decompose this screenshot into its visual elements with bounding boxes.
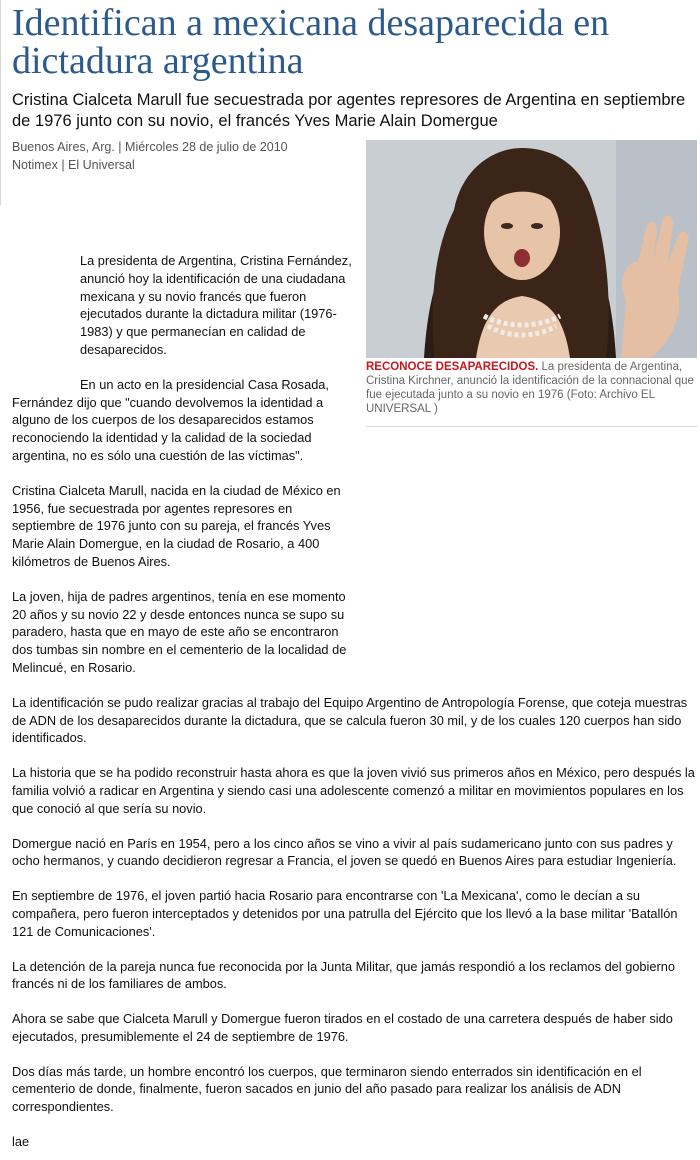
article-meta <box>12 138 352 174</box>
paragraph: La historia que se ha podido reconstruir hasta ahora es que la joven vivió sus primeros años en México, pero después la familia volvió a radicar en Argentina y siendo casi una adolescente comenzó a militar en movimientos populares en los que conoció al que sería su novio. <box>12 765 695 816</box>
source-credit: Notimex | El Universal <box>12 158 135 172</box>
caption-text: La presidenta de Argentina, Cristina Kirchner, anunció la identificación de la connacional que fue ejecutada junto a su novio en 1976 (Foto: Archivo EL UNIVERSAL ) <box>366 361 694 415</box>
article-headline: Identifican a mexicana desaparecida en dictadura argentina <box>12 2 610 82</box>
paragraph: En septiembre de 1976, el joven partió hacia Rosario para encontrarse con 'La Mexicana', como le decían a su compañera, pero fueron interceptados y detenidos por una patrulla del Ejército que los llevó a la base militar 'Batallón 121 de Comunicaciones'. <box>12 888 678 939</box>
paragraph: Domergue nació en París en 1954, pero a los cinco años se vino a vivir al país sudamericano junto con sus padres y ocho hermanos, y cuando decidieron regresar a Francia, el joven se quedó en Buenos Aires para estudiar Ingeniería. <box>12 835 677 869</box>
paragraph: La detención de la pareja nunca fue reconocida por la Junta Militar, que jamás respondió a los reclamos del gobierno francés ni de los familiares de ambos. <box>12 958 676 992</box>
paragraph: La identificación se pudo realizar gracias al trabajo del Equipo Argentino de Antropología Forense, que coteja muestras de ADN de los desaparecidos durante la dictadura, que se calcula fueron 30 mil, y de los cuales 120 cuerpos han sido identificados. <box>12 694 688 746</box>
left-border-rule <box>0 0 1 205</box>
paragraph: Cristina Cialceta Marull, nacida en la ciudad de México en 1956, fue secuestrada por agentes represores en septiembre de 1976 junto con su pareja, el francés Yves Marie Alain Domergue, en la ciudad de Rosario, a 400 kilómetros de Buenos Aires. <box>12 482 341 569</box>
paragraph: Dos días más tarde, un hombre encontró los cuerpos, que terminaron siendo enterrados sin identificación en el cementerio de donde, finalmente, fueron sacados en junio del año pasado para realizar los análisis de ADN correspondientes. <box>12 1063 642 1115</box>
article-body <box>12 252 700 1151</box>
paragraph: Ahora se sabe que Cialceta Marull y Domergue fueron tirados en el costado de una carretera después de haber sido ejecutados, presumiblemente el 24 de septiembre de 1976. <box>12 1011 673 1044</box>
article-subhead: Cristina Cialceta Marull fue secuestrada por agentes represores de Argentina en septiembre de 1976 junto con su novio, el francés Yves Marie Alain Domergue <box>12 91 686 130</box>
caption-kicker: RECONOCE DESAPARECIDOS. <box>366 361 539 373</box>
paragraph: La presidenta de Argentina, Cristina Fernández, anunció hoy la identificación de una ciudadana mexicana y su novio francés que fueron ejecutados durante la dictadura militar (1976-1983) y que permanecían en calidad de desaparecidos. <box>80 253 352 357</box>
author-signature: lae <box>12 1134 30 1150</box>
dateline: Buenos Aires, Arg. | Miércoles 28 de julio de 2010 <box>12 140 288 154</box>
paragraph: La joven, hija de padres argentinos, tenía en ese momento 20 años y su novio 22 y desde entonces nunca se supo su paradero, hasta que en mayo de este año se encontraron dos tumbas sin nombre en el cementerio de la localidad de Melincué, en Rosario. <box>12 588 347 675</box>
paragraph: En un acto en la presidencial Casa Rosada, Fernández dijo que "cuando devolvemos la identidad a alguno de los cuerpos de los desaparecidos estamos reconociendo la identidad y la calidad de la sociedad argentina, no es sólo una cuestión de las víctimas". <box>12 376 329 463</box>
